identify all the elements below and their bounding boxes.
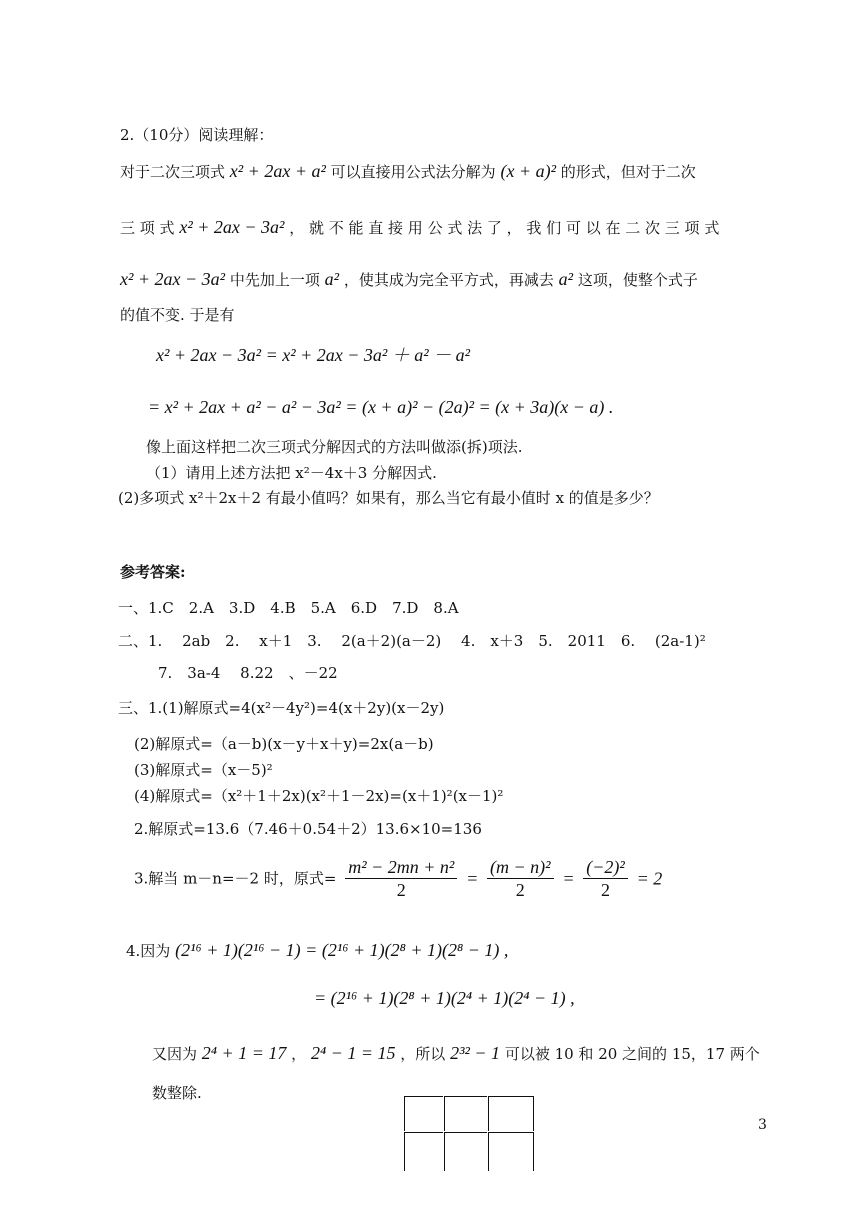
page-number: 3	[758, 1117, 767, 1133]
answer-3: 3.解当 m－n=－2 时，原式= $\frac{\text{m² − 2mn + n²}}{2}$ = $\frac{\text{(m − n)²}}{2}$ = $\frac{\text{(−2)²}}{2}$ = 2	[134, 857, 663, 900]
answer-4-line-2: = (2¹⁶ + 1)(2⁸ + 1)(2⁴ + 1)(2⁴ − 1) ,	[314, 988, 575, 1008]
sub-question-1: （1）请用上述方法把 x²－4x＋3 分解因式.	[146, 464, 437, 482]
question-header: 2.（10分）阅读理解：	[120, 126, 274, 144]
question-paragraph-line-4: 的值不变. 于是有	[120, 306, 235, 324]
equation-line-1: x² + 2ax − 3a² = x² + 2ax − 3a² ＋ a² － a²	[156, 345, 471, 365]
answer-4-line-3: 又因为 2⁴ + 1 = 17 ， 2⁴ − 1 = 15 ，所以 2³² − 1 可以被 10 和 20 之间的 15，17 两个	[152, 1043, 760, 1063]
answers-part-2-line-2: 7. 3a-4 8.22 、－22	[158, 664, 338, 682]
answers-part-3-line-2: (2)解原式=（a－b)(x－y＋x＋y)=2x(a－b)	[134, 735, 434, 753]
fraction-2: $\frac{\text{(m − n)²}}{2}$	[487, 858, 554, 899]
table-grid-figure	[404, 1096, 534, 1172]
fraction-1: $\frac{\text{m² − 2mn + n²}}{2}$	[345, 858, 457, 899]
method-description: 像上面这样把二次三项式分解因式的方法叫做添(拆)项法.	[146, 438, 523, 456]
answers-part-1: 一、1.C 2.A 3.D 4.B 5.A 6.D 7.D 8.A	[118, 599, 459, 617]
answers-part-2-line-1: 二、1. 2ab 2. x＋1 3. 2(a＋2)(a－2) 4. x＋3 5. 2011 6. (2a-1)²	[118, 632, 706, 650]
answers-part-3-line-1: 三、1.(1)解原式=4(x²－4y²)=4(x＋2y)(x－2y)	[118, 699, 445, 717]
answers-part-3-line-4: (4)解原式=（x²＋1＋2x)(x²＋1－2x)=(x＋1)²(x－1)²	[134, 787, 504, 805]
question-paragraph-line-3: x² + 2ax − 3a² 中先加上一项 a² ，使其成为完全平方式，再减去 a² 这项，使整个式子	[120, 269, 698, 289]
question-paragraph-line-1: 对于二次三项式 x² + 2ax + a² 可以直接用公式法分解为 (x + a)² 的形式，但对于二次	[120, 161, 696, 181]
answers-part-3-line-3: (3)解原式=（x－5)²	[134, 761, 273, 779]
answers-title: 参考答案:	[120, 563, 186, 581]
question-paragraph-line-2: 三 项 式 x² + 2ax − 3a² ， 就 不 能 直 接 用 公 式 法 了 ， 我 们 可 以 在 二 次 三 项 式	[120, 217, 720, 237]
answer-4-line-4: 数整除.	[152, 1084, 202, 1102]
fraction-3: $\frac{\text{(−2)²}}{2}$	[583, 858, 628, 899]
equation-line-2: = x² + 2ax + a² − a² − 3a² = (x + a)² − (2a)² = (x + 3a)(x − a) .	[148, 397, 614, 417]
answer-4-line-1: 4.因为 (2¹⁶ + 1)(2¹⁶ − 1) = (2¹⁶ + 1)(2⁸ + 1)(2⁸ − 1) ,	[126, 940, 509, 960]
sub-question-2: (2)多项式 x²＋2x＋2 有最小值吗？如果有，那么当它有最小值时 x 的值是多少？	[118, 489, 659, 507]
answer-2: 2.解原式=13.6（7.46＋0.54＋2）13.6×10=136	[134, 820, 482, 838]
